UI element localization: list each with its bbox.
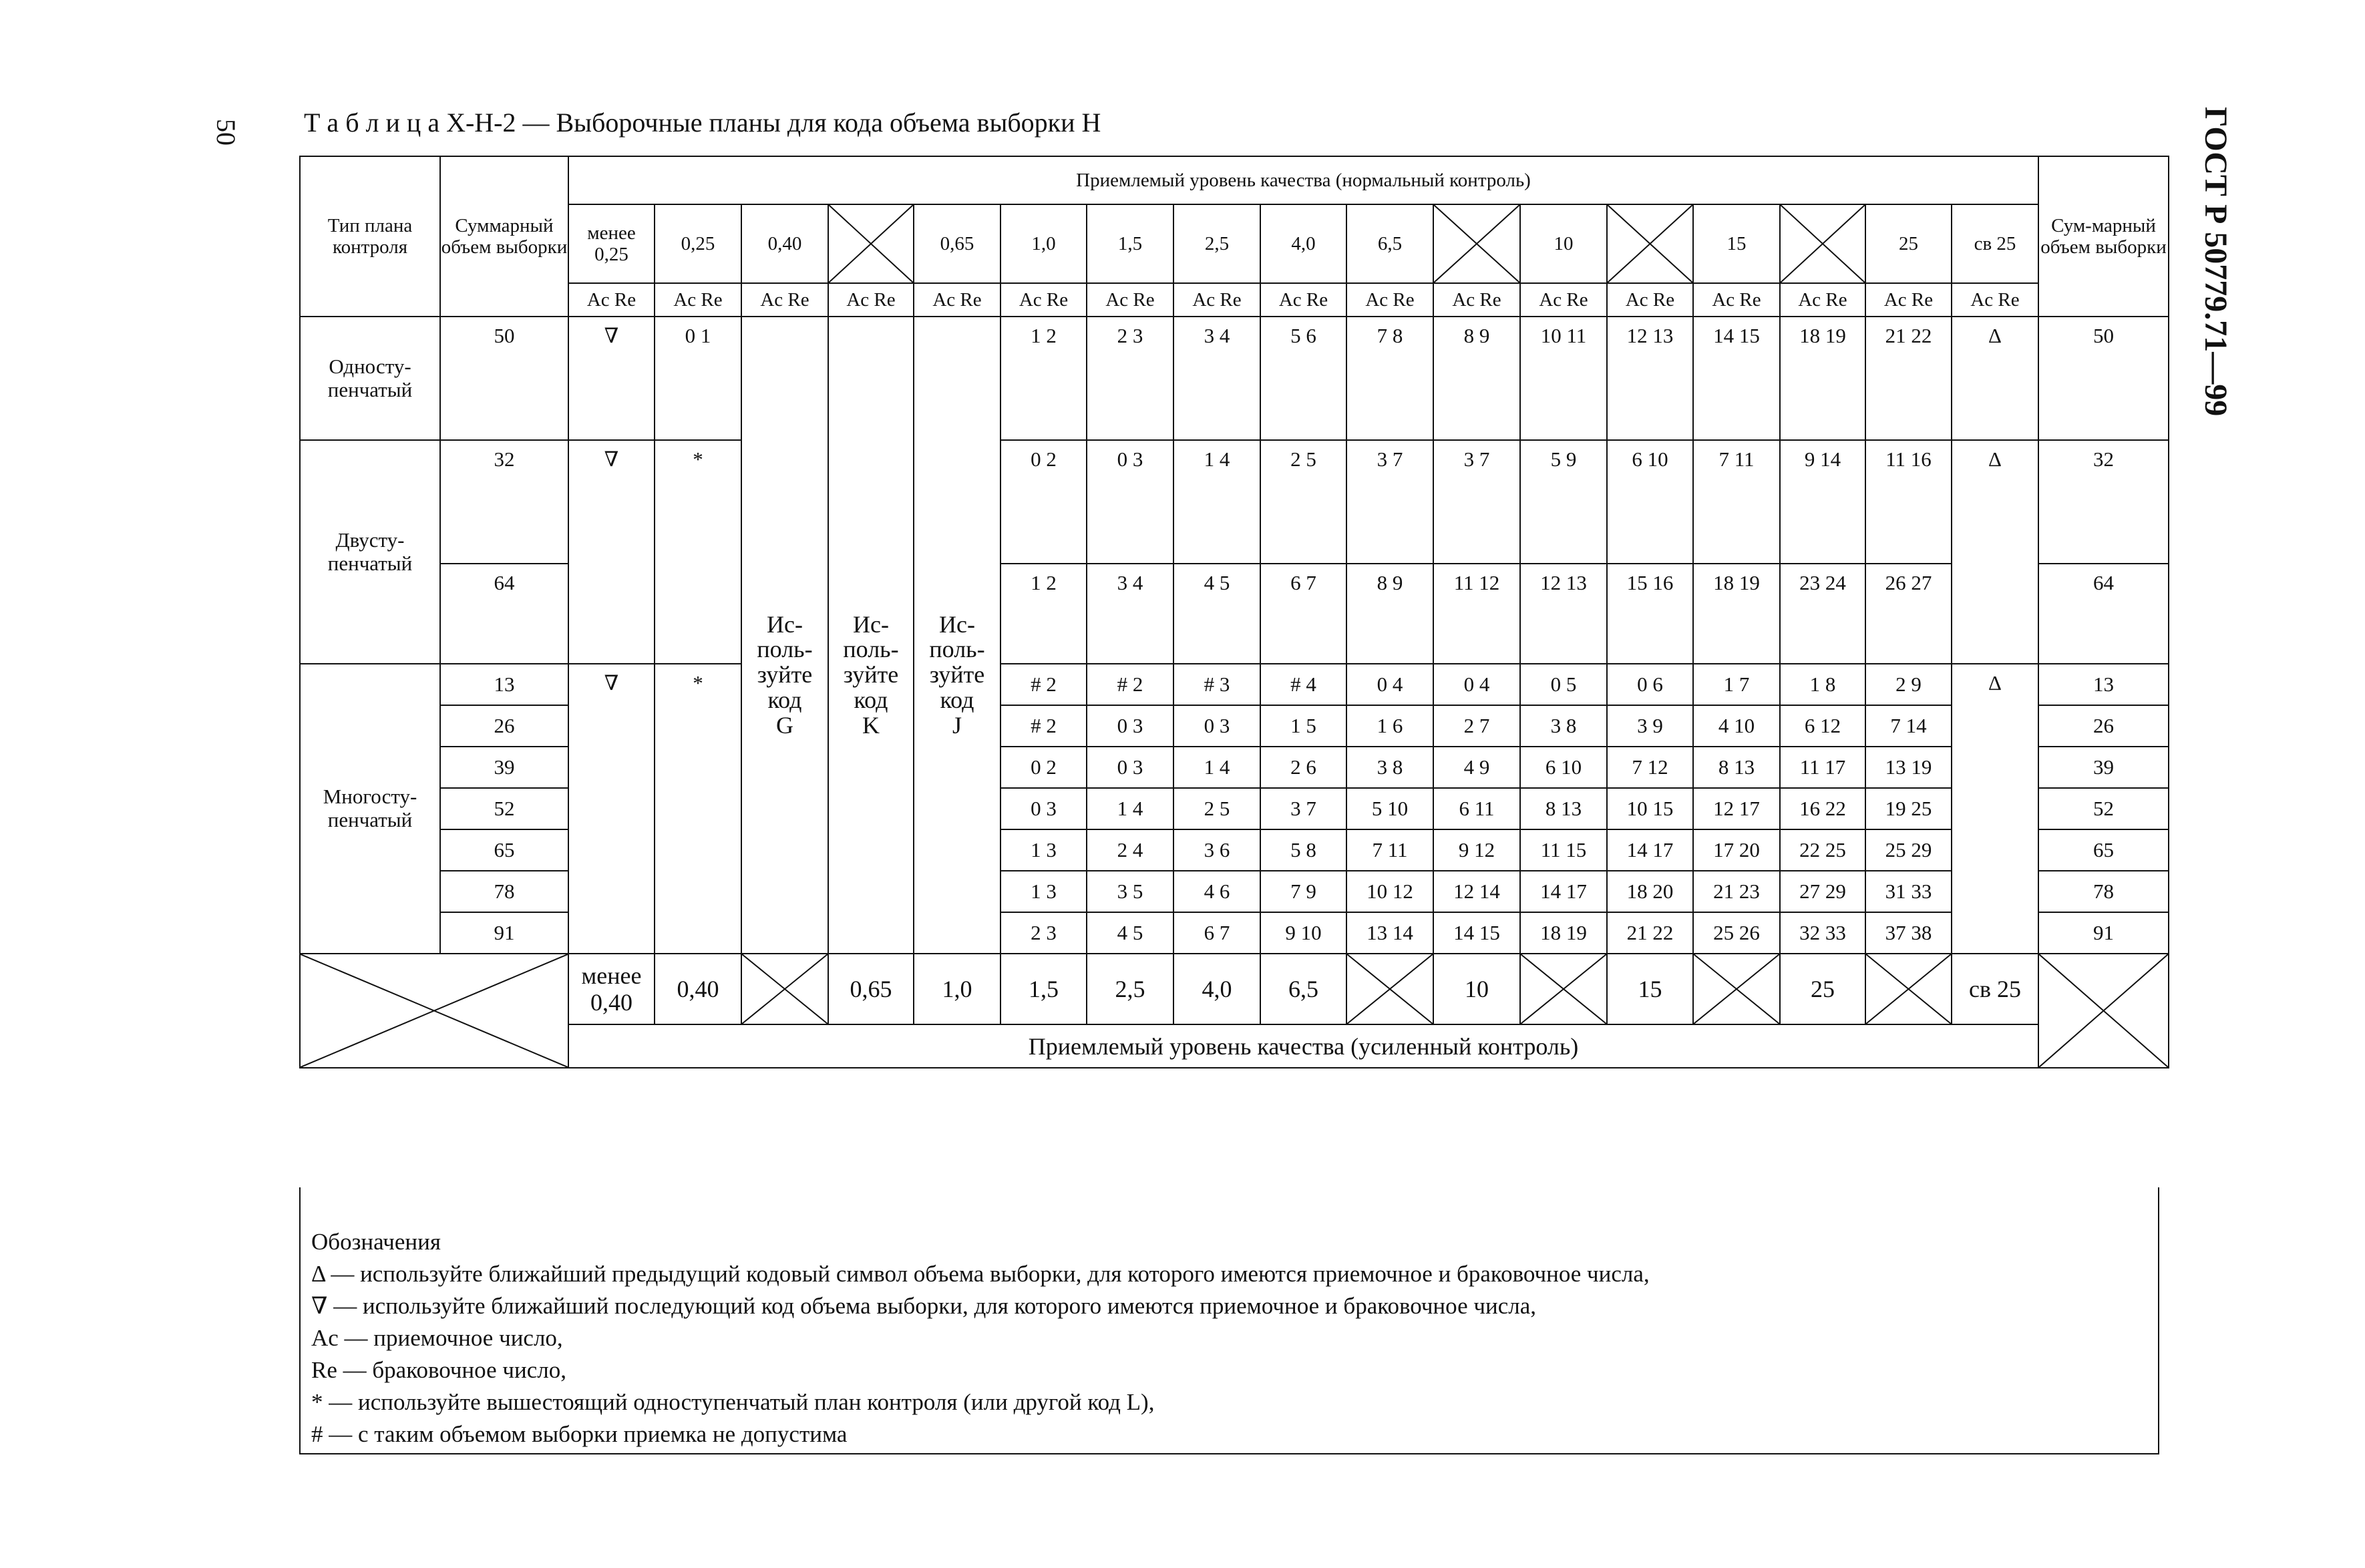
- ac-re-value: 12 13: [1520, 564, 1607, 664]
- ac-re-value: 6 11: [1433, 788, 1520, 829]
- aql-level: св 25: [1952, 204, 2038, 283]
- aql-level: 15: [1693, 204, 1780, 283]
- symbol-cell: ∇: [568, 440, 655, 664]
- ac-re-value: 6 10: [1520, 747, 1607, 788]
- symbol-cell: *: [655, 664, 741, 954]
- ac-re-value: 1 2: [1000, 564, 1087, 664]
- crossed-cell: [1780, 204, 1865, 283]
- ac-re-value: 7 11: [1346, 829, 1433, 871]
- aql-level: 1,0: [1000, 204, 1087, 283]
- ac-re-value: 4 9: [1433, 747, 1520, 788]
- ac-re-value: 11 16: [1865, 440, 1952, 564]
- ac-re-value: 7 9: [1260, 871, 1346, 912]
- ac-re-value: 1 6: [1346, 705, 1433, 747]
- code-letter: K: [862, 711, 880, 739]
- ac-re-value: 1 4: [1173, 440, 1260, 564]
- ac-re-value: 2 5: [1260, 440, 1346, 564]
- sample-size: 91: [440, 912, 568, 954]
- ac-re-label: Ac Re: [828, 283, 914, 317]
- ac-re-value: 31 33: [1865, 871, 1952, 912]
- aql-level-tightened: 15: [1607, 954, 1693, 1024]
- aql-level-tightened: 1,5: [1000, 954, 1087, 1024]
- line: код: [940, 686, 974, 713]
- header-plan-type: Тип плана контроля: [300, 156, 440, 317]
- line: зуйте: [929, 661, 985, 689]
- sample-size: 26: [440, 705, 568, 747]
- crossed-cell: [828, 204, 914, 283]
- ac-re-value: 14 17: [1520, 871, 1607, 912]
- cross-mark-icon: [301, 954, 568, 1067]
- ac-re-value: 1 4: [1173, 747, 1260, 788]
- code-letter: J: [952, 711, 962, 739]
- ac-re-value: 3 9: [1607, 705, 1693, 747]
- ac-re-value: # 2: [1000, 664, 1087, 705]
- ac-re-value: 0 3: [1000, 788, 1087, 829]
- ac-re-label: Ac Re: [741, 283, 828, 317]
- sample-size-right: 32: [2038, 440, 2169, 564]
- crossed-corner: [2038, 954, 2169, 1068]
- aql-level: 0,65: [914, 204, 1000, 283]
- symbol-cell: ∇: [568, 317, 655, 440]
- ac-re-value: 1 3: [1000, 871, 1087, 912]
- ac-re-value: 3 4: [1087, 564, 1173, 664]
- ac-re-value: 2 3: [1000, 912, 1087, 954]
- ac-re-value: 0 2: [1000, 440, 1087, 564]
- page-number: 50: [211, 119, 241, 146]
- sample-size-right: 50: [2038, 317, 2169, 440]
- aql-level: 1,5: [1087, 204, 1173, 283]
- ac-re-label: Ac Re: [568, 283, 655, 317]
- line: Односту-: [329, 354, 411, 378]
- symbol-cell: ∇: [568, 664, 655, 954]
- line: Двусту-: [335, 528, 405, 552]
- ac-re-label: Ac Re: [1346, 283, 1433, 317]
- sample-size-right: 52: [2038, 788, 2169, 829]
- sample-size-right: 39: [2038, 747, 2169, 788]
- legend-item: # — с таким объемом выборки приемка не допустима: [311, 1421, 848, 1447]
- ac-re-value: 8 9: [1346, 564, 1433, 664]
- cross-mark-icon: [1434, 205, 1519, 282]
- ac-re-value: 3 7: [1433, 440, 1520, 564]
- code-letter: G: [776, 711, 793, 739]
- table-row: [300, 317, 2169, 440]
- ac-re-value: 2 7: [1433, 705, 1520, 747]
- use-code-cell: [914, 317, 1000, 954]
- symbol-cell: Δ: [1952, 440, 2038, 664]
- ac-re-value: 9 12: [1433, 829, 1520, 871]
- table-row: [300, 283, 2169, 317]
- ac-re-label: Ac Re: [914, 283, 1000, 317]
- line: код: [854, 686, 888, 713]
- aql-level: менее 0,25: [568, 204, 655, 283]
- crossed-cell: [1433, 204, 1520, 283]
- ac-re-value: 18 19: [1780, 317, 1865, 440]
- cross-mark-icon: [829, 205, 913, 282]
- ac-re-value: 6 10: [1607, 440, 1693, 564]
- plan-type-multiple: [300, 664, 440, 954]
- legend-title: Обозначения: [311, 1229, 441, 1255]
- ac-re-value: 0 3: [1087, 705, 1173, 747]
- ac-re-value: 32 33: [1780, 912, 1865, 954]
- ac-re-value: 21 23: [1693, 871, 1780, 912]
- line: Многосту-: [323, 785, 417, 809]
- header-aql-tightened: Приемлемый уровень качества (усиленный контроль): [568, 1024, 2038, 1068]
- ac-re-value: 25 29: [1865, 829, 1952, 871]
- aql-level-tightened: 4,0: [1173, 954, 1260, 1024]
- line: Ис-: [939, 610, 975, 638]
- ac-re-label: Ac Re: [1000, 283, 1087, 317]
- symbol-cell: 0 1: [655, 317, 741, 440]
- ac-re-value: 0 4: [1433, 664, 1520, 705]
- ac-re-label: Ac Re: [1433, 283, 1520, 317]
- sample-size: 50: [440, 317, 568, 440]
- ac-re-value: 7 12: [1607, 747, 1693, 788]
- sampling-plans-table: [299, 156, 2169, 1068]
- ac-re-value: 4 5: [1173, 564, 1260, 664]
- ac-re-value: 1 4: [1087, 788, 1173, 829]
- ac-re-value: 23 24: [1780, 564, 1865, 664]
- ac-re-value: 22 25: [1780, 829, 1865, 871]
- cross-mark-icon: [1521, 954, 1606, 1024]
- header-cum-sample-right: Сум-марный объем выборки: [2038, 156, 2169, 317]
- ac-re-label: Ac Re: [1260, 283, 1346, 317]
- aql-level: 2,5: [1173, 204, 1260, 283]
- legend-item: Ac — приемочное число,: [311, 1325, 563, 1351]
- ac-re-value: 7 8: [1346, 317, 1433, 440]
- plan-type-single: [300, 317, 440, 440]
- ac-re-value: 5 9: [1520, 440, 1607, 564]
- ac-re-value: 12 17: [1693, 788, 1780, 829]
- ac-re-value: 14 17: [1607, 829, 1693, 871]
- ac-re-value: 19 25: [1865, 788, 1952, 829]
- crossed-cell: [1865, 954, 1952, 1024]
- ac-re-value: 8 9: [1433, 317, 1520, 440]
- ac-re-value: 0 3: [1087, 440, 1173, 564]
- sample-size-right: 64: [2038, 564, 2169, 664]
- ac-re-value: 11 15: [1520, 829, 1607, 871]
- cross-mark-icon: [2039, 954, 2168, 1067]
- ac-re-value: 14 15: [1693, 317, 1780, 440]
- ac-re-value: 3 8: [1346, 747, 1433, 788]
- sample-size-right: 13: [2038, 664, 2169, 705]
- ac-re-value: 18 20: [1607, 871, 1693, 912]
- standard-identifier: ГОСТ Р 50779.71—99: [2198, 107, 2233, 417]
- ac-re-value: 21 22: [1607, 912, 1693, 954]
- line: Ис-: [767, 610, 803, 638]
- header-aql-normal: Приемлемый уровень качества (нормальный контроль): [568, 156, 2038, 204]
- sample-size: 13: [440, 664, 568, 705]
- line: пенчатый: [327, 808, 413, 831]
- aql-level-tightened: 0,65: [828, 954, 914, 1024]
- crossed-corner: [300, 954, 568, 1068]
- ac-re-value: 0 6: [1607, 664, 1693, 705]
- ac-re-value: 13 19: [1865, 747, 1952, 788]
- ac-re-value: 0 3: [1087, 747, 1173, 788]
- ac-re-label: Ac Re: [1087, 283, 1173, 317]
- aql-level: 25: [1865, 204, 1952, 283]
- ac-re-value: 3 7: [1346, 440, 1433, 564]
- ac-re-value: 11 17: [1780, 747, 1865, 788]
- ac-re-value: 12 14: [1433, 871, 1520, 912]
- cross-mark-icon: [1781, 205, 1865, 282]
- legend-item: Δ — используйте ближайший предыдущий кодовый символ объема выборки, для которого имеются приемочное и браковочное числа,: [311, 1261, 1650, 1287]
- ac-re-value: 3 4: [1173, 317, 1260, 440]
- ac-re-value: 2 5: [1173, 788, 1260, 829]
- ac-re-value: 3 5: [1087, 871, 1173, 912]
- ac-re-value: 2 6: [1260, 747, 1346, 788]
- ac-re-value: 26 27: [1865, 564, 1952, 664]
- ac-re-value: 16 22: [1780, 788, 1865, 829]
- cross-mark-icon: [1866, 954, 1951, 1024]
- ac-re-label: Ac Re: [1865, 283, 1952, 317]
- ac-re-value: 10 15: [1607, 788, 1693, 829]
- sample-size: 65: [440, 829, 568, 871]
- ac-re-value: 6 12: [1780, 705, 1865, 747]
- cross-mark-icon: [1347, 954, 1433, 1024]
- aql-level-tightened: 10: [1433, 954, 1520, 1024]
- ac-re-value: 18 19: [1693, 564, 1780, 664]
- crossed-cell: [1607, 204, 1693, 283]
- ac-re-value: 9 10: [1260, 912, 1346, 954]
- ac-re-value: 0 2: [1000, 747, 1087, 788]
- line: поль-: [757, 636, 813, 663]
- use-code-cell: [741, 317, 828, 954]
- ac-re-label: Ac Re: [655, 283, 741, 317]
- ac-re-value: 9 14: [1780, 440, 1865, 564]
- ac-re-label: Ac Re: [1693, 283, 1780, 317]
- ac-re-value: # 2: [1000, 705, 1087, 747]
- table-row: [300, 664, 2169, 705]
- plan-type-double: [300, 440, 440, 664]
- ac-re-value: 8 13: [1520, 788, 1607, 829]
- line: пенчатый: [327, 551, 413, 575]
- ac-re-value: 17 20: [1693, 829, 1780, 871]
- line: зуйте: [843, 661, 899, 689]
- ac-re-value: 37 38: [1865, 912, 1952, 954]
- ac-re-value: 7 11: [1693, 440, 1780, 564]
- use-code-cell: [828, 317, 914, 954]
- ac-re-value: 18 19: [1520, 912, 1607, 954]
- legend: [299, 1187, 2159, 1454]
- ac-re-value: 21 22: [1865, 317, 1952, 440]
- ac-re-label: Ac Re: [1952, 283, 2038, 317]
- cross-mark-icon: [1608, 205, 1692, 282]
- ac-re-value: 0 5: [1520, 664, 1607, 705]
- ac-re-value: 8 13: [1693, 747, 1780, 788]
- aql-level: 0,40: [741, 204, 828, 283]
- ac-re-value: 4 5: [1087, 912, 1173, 954]
- sample-size: 32: [440, 440, 568, 564]
- ac-re-value: 4 6: [1173, 871, 1260, 912]
- ac-re-value: 10 12: [1346, 871, 1433, 912]
- aql-level-tightened: 25: [1780, 954, 1865, 1024]
- ac-re-value: 5 8: [1260, 829, 1346, 871]
- line: поль-: [929, 636, 985, 663]
- ac-re-value: 1 5: [1260, 705, 1346, 747]
- aql-level: 6,5: [1346, 204, 1433, 283]
- cross-mark-icon: [1694, 954, 1779, 1024]
- ac-re-value: # 2: [1087, 664, 1173, 705]
- cross-mark-icon: [742, 954, 828, 1024]
- ac-re-value: 1 2: [1000, 317, 1087, 440]
- line: поль-: [843, 636, 899, 663]
- ac-re-value: 0 3: [1173, 705, 1260, 747]
- ac-re-value: 6 7: [1260, 564, 1346, 664]
- ac-re-value: 10 11: [1520, 317, 1607, 440]
- table-row: [300, 1024, 2169, 1068]
- ac-re-value: 1 7: [1693, 664, 1780, 705]
- ac-re-value: 12 13: [1607, 317, 1693, 440]
- aql-level: 10: [1520, 204, 1607, 283]
- aql-level: 0,25: [655, 204, 741, 283]
- ac-re-value: 3 6: [1173, 829, 1260, 871]
- sample-size-right: 78: [2038, 871, 2169, 912]
- ac-re-value: 2 4: [1087, 829, 1173, 871]
- ac-re-value: 3 7: [1260, 788, 1346, 829]
- ac-re-label: Ac Re: [1780, 283, 1865, 317]
- ac-re-value: 25 26: [1693, 912, 1780, 954]
- legend-item: ∇ — используйте ближайший последующий код объема выборки, для которого имеются приемочное и браковочное числа,: [311, 1293, 1536, 1319]
- sample-size: 52: [440, 788, 568, 829]
- ac-re-value: 15 16: [1607, 564, 1693, 664]
- aql-level-tightened: 6,5: [1260, 954, 1346, 1024]
- crossed-cell: [1520, 954, 1607, 1024]
- aql-level-tightened: св 25: [1952, 954, 2038, 1024]
- ac-re-value: 2 3: [1087, 317, 1173, 440]
- ac-re-label: Ac Re: [1607, 283, 1693, 317]
- ac-re-value: 7 14: [1865, 705, 1952, 747]
- table-caption: Т а б л и ц а Х-Н-2 — Выборочные планы для кода объема выборки Н: [304, 108, 1101, 138]
- symbol-cell: Δ: [1952, 317, 2038, 440]
- ac-re-value: 2 9: [1865, 664, 1952, 705]
- ac-re-value: 1 8: [1780, 664, 1865, 705]
- symbol-cell: *: [655, 440, 741, 664]
- line: код: [767, 686, 802, 713]
- table-row: [300, 156, 2169, 204]
- ac-re-value: 0 4: [1346, 664, 1433, 705]
- table-row: [300, 204, 2169, 283]
- crossed-cell: [741, 954, 828, 1024]
- aql-level-tightened: менее 0,40: [568, 954, 655, 1024]
- aql-level-tightened: 0,40: [655, 954, 741, 1024]
- line: пенчатый: [327, 377, 413, 401]
- ac-re-label: Ac Re: [1173, 283, 1260, 317]
- ac-re-value: 6 7: [1173, 912, 1260, 954]
- header-cum-sample: Суммарный объем выборки: [440, 156, 568, 317]
- ac-re-value: 27 29: [1780, 871, 1865, 912]
- ac-re-value: 13 14: [1346, 912, 1433, 954]
- ac-re-value: 1 3: [1000, 829, 1087, 871]
- sample-size-right: 65: [2038, 829, 2169, 871]
- ac-re-value: 14 15: [1433, 912, 1520, 954]
- sample-size: 78: [440, 871, 568, 912]
- aql-level: 4,0: [1260, 204, 1346, 283]
- line: Ис-: [853, 610, 889, 638]
- legend-item: * — используйте вышестоящий одноступенчатый план контроля (или другой код L),: [311, 1389, 1155, 1415]
- symbol-cell: Δ: [1952, 664, 2038, 954]
- legend-item: Re — браковочное число,: [311, 1357, 566, 1383]
- sample-size-right: 26: [2038, 705, 2169, 747]
- ac-re-value: 3 8: [1520, 705, 1607, 747]
- line: зуйте: [757, 661, 813, 689]
- crossed-cell: [1346, 954, 1433, 1024]
- sample-size: 39: [440, 747, 568, 788]
- ac-re-value: 5 10: [1346, 788, 1433, 829]
- ac-re-value: # 4: [1260, 664, 1346, 705]
- table-row: [300, 440, 2169, 564]
- ac-re-value: 11 12: [1433, 564, 1520, 664]
- table-row: [300, 954, 2169, 1024]
- aql-level-tightened: 2,5: [1087, 954, 1173, 1024]
- crossed-cell: [1693, 954, 1780, 1024]
- ac-re-label: Ac Re: [1520, 283, 1607, 317]
- ac-re-value: 5 6: [1260, 317, 1346, 440]
- aql-level-tightened: 1,0: [914, 954, 1000, 1024]
- ac-re-value: # 3: [1173, 664, 1260, 705]
- ac-re-value: 4 10: [1693, 705, 1780, 747]
- sample-size: 64: [440, 564, 568, 664]
- sample-size-right: 91: [2038, 912, 2169, 954]
